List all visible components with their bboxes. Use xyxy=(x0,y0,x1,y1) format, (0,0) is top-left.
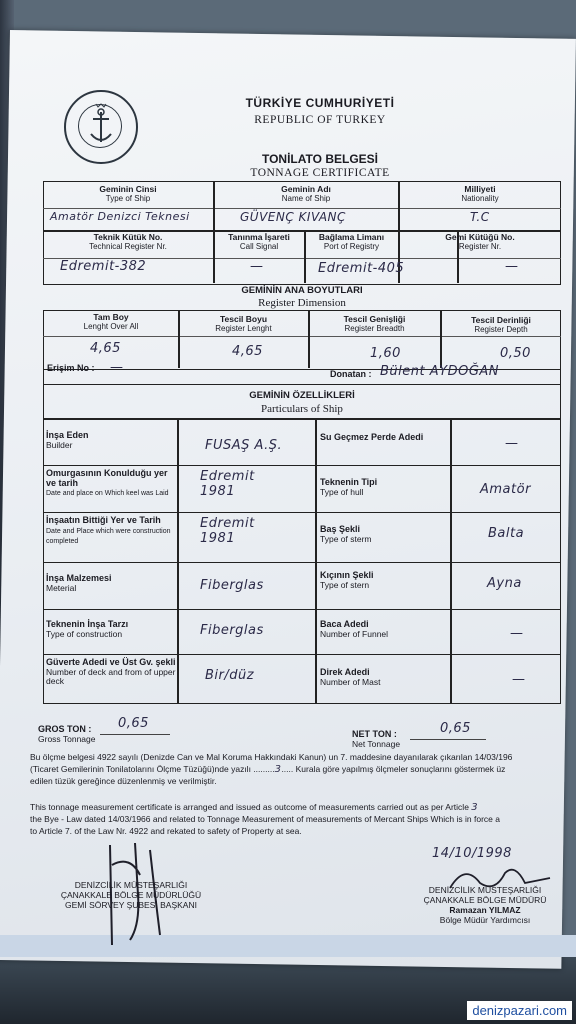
title-turkish: TÜRKİYE CUMHURİYETİ xyxy=(245,96,395,110)
deck-count-value: Bir/düz xyxy=(205,668,255,683)
register-depth-value: 0,50 xyxy=(500,346,531,361)
call-signal-value: — xyxy=(250,259,264,274)
ship-type-value: Amatör Denizci Teknesi xyxy=(50,210,190,223)
left-signatory-block: DENİZCİLİK MÜSTEŞARLIĞI ÇANAKKALE BÖLGE MÜDÜRLÜĞÜ GEMİ SÖRVEY ŞUBESİ BAŞKANI xyxy=(60,880,202,910)
ship-name-value: GÜVENÇ KIVANÇ xyxy=(240,210,346,224)
hull-type-label: Teknenin Tipi Type of hull xyxy=(320,477,378,497)
plastic-sleeve-edge xyxy=(0,935,576,957)
particulars-title-english: Particulars of Ship xyxy=(261,403,343,415)
stern-type-value: Ayna xyxy=(487,576,522,591)
register-breadth-label: Tescil Genişliği Register Breadth xyxy=(343,314,406,333)
bulkhead-value: — xyxy=(505,436,519,451)
watermark-link[interactable]: denizpazari.com xyxy=(467,1001,572,1020)
title-english: REPUBLIC OF TURKEY xyxy=(254,114,386,126)
contributor-label: Donatan : xyxy=(330,369,372,379)
construction-type-label: Teknenin İnşa Tarzı Type of construction xyxy=(46,619,129,639)
ship-name-label: Geminin Adı Name of Ship xyxy=(281,184,331,203)
access-number-value: — xyxy=(110,360,124,375)
access-number-label: Erişim No : xyxy=(47,363,95,373)
nationality-label: Milliyeti Nationality xyxy=(461,184,499,203)
port-registry-label: Bağlama Limanı Port of Registry xyxy=(318,232,385,251)
register-breadth-value: 1,60 xyxy=(370,346,401,361)
document-title-english: TONNAGE CERTIFICATE xyxy=(250,167,390,179)
keel-laid-value: Edremit 1981 xyxy=(200,469,255,499)
technical-register-value: Edremit-382 xyxy=(60,259,147,274)
stem-type-value: Balta xyxy=(488,526,525,541)
material-value: Fiberglas xyxy=(200,578,264,593)
stem-type-label: Baş Şekli Type of sterm xyxy=(320,524,372,544)
funnel-count-label: Baca Adedi Number of Funnel xyxy=(320,619,389,639)
legal-text-turkish-3: edilen tüzük gereğince düzenlenmiş ve verilmiştir. xyxy=(30,776,217,786)
construction-type-value: Fiberglas xyxy=(200,623,264,638)
particulars-title-turkish: GEMİNİN ÖZELLİKLERİ xyxy=(249,390,355,401)
legal-text-english-2: the Bye - Law dated 14/03/1966 and related to Tonnage Measurement of measurements of Mercant Ships Which is in force a xyxy=(30,814,500,824)
port-registry-value: Edremit-405 xyxy=(318,261,405,276)
legal-text-turkish-1: Bu ölçme belgesi 4922 sayılı (Denizde Can ve Mal Koruma Hakkındaki Kanun) un 7. maddesine dayanılarak çıkarılan 14/03/196 xyxy=(30,752,513,762)
legal-text-english-1: This tonnage measurement certificate is arranged and issued as outcome of measurements carried out as per Article 3 xyxy=(30,802,479,813)
mast-count-label: Direk Adedi Number of Mast xyxy=(320,667,381,687)
hull-type-value: Amatör xyxy=(480,482,531,497)
call-signal-label: Tanınma İşareti Call Signal xyxy=(228,232,290,251)
right-signatory-block: DENİZCİLİK MÜSTEŞARLIĞI ÇANAKKALE BÖLGE MÜDÜRÜ Ramazan YILMAZ Bölge Müdür Yardımcısı xyxy=(423,885,547,925)
net-tonnage-label: NET TON : Net Tonnage xyxy=(352,729,401,749)
dimensions-title-english: Register Dimension xyxy=(258,297,346,309)
register-number-value: — xyxy=(505,259,519,274)
gross-tonnage-value: 0,65 xyxy=(118,716,149,731)
document-title-turkish: TONİLATO BELGESİ xyxy=(261,152,378,166)
stern-type-label: Kıçının Şekli Type of stern xyxy=(320,570,374,590)
net-tonnage-value: 0,65 xyxy=(440,721,471,736)
register-depth-label: Tescil Derinliği Register Depth xyxy=(471,315,531,334)
state-seal-emblem xyxy=(64,90,138,164)
register-number-label: Gemi Kütüğü No. Register Nr. xyxy=(445,232,515,251)
technical-register-label: Teknik Kütük No. Technical Register Nr. xyxy=(89,232,167,251)
legal-text-turkish-2: (Ticaret Gemilerinin Tonilatolarını Ölçme Tüzüğü)nde yazılı .........3..... Kurala göre yapılmış ölçmeler sonuçlarını göstermek üz xyxy=(30,764,506,775)
register-length-label: Tescil Boyu Register Lenght xyxy=(215,314,272,333)
register-length-value: 4,65 xyxy=(232,344,263,359)
material-label: İnşa Malzemesi Meterial xyxy=(46,573,112,593)
bulkhead-label: Su Geçmez Perde Adedi xyxy=(320,432,424,442)
deck-count-label: Güverte Adedi ve Üst Gv. şekli Number of deck and from of upper deck xyxy=(46,657,176,686)
funnel-count-value: — xyxy=(510,626,524,641)
gross-tonnage-label: GROS TON : Gross Tonnage xyxy=(38,724,96,744)
overall-length-label: Tam Boy Lenght Over All xyxy=(83,312,139,331)
ship-type-label: Geminin Cinsi Type of Ship xyxy=(99,184,157,203)
keel-laid-label: Omurgasının Konulduğu yer ve tarih Date and place on Which keel was Laid xyxy=(46,468,169,497)
nationality-value: T.C xyxy=(470,210,490,224)
construction-completed-value: Edremit 1981 xyxy=(200,516,255,546)
construction-completed-label: İnşaatın Bittiği Yer ve Tarih Date and Place which were construction completed xyxy=(46,515,171,545)
legal-text-english-3: to Article 7. of the Law Nr. 4922 and rekated to safety of Property at sea. xyxy=(30,826,302,836)
builder-value: FUSAŞ A.Ş. xyxy=(205,438,283,453)
dimensions-title-turkish: GEMİNİN ANA BOYUTLARI xyxy=(241,285,363,296)
overall-length-value: 4,65 xyxy=(90,341,121,356)
contributor-value: Bülent AYDOĞAN xyxy=(380,364,500,379)
builder-label: İnşa Eden Builder xyxy=(46,430,89,450)
mast-count-value: — xyxy=(512,672,526,687)
issue-date-value: 14/10/1998 xyxy=(432,846,512,861)
